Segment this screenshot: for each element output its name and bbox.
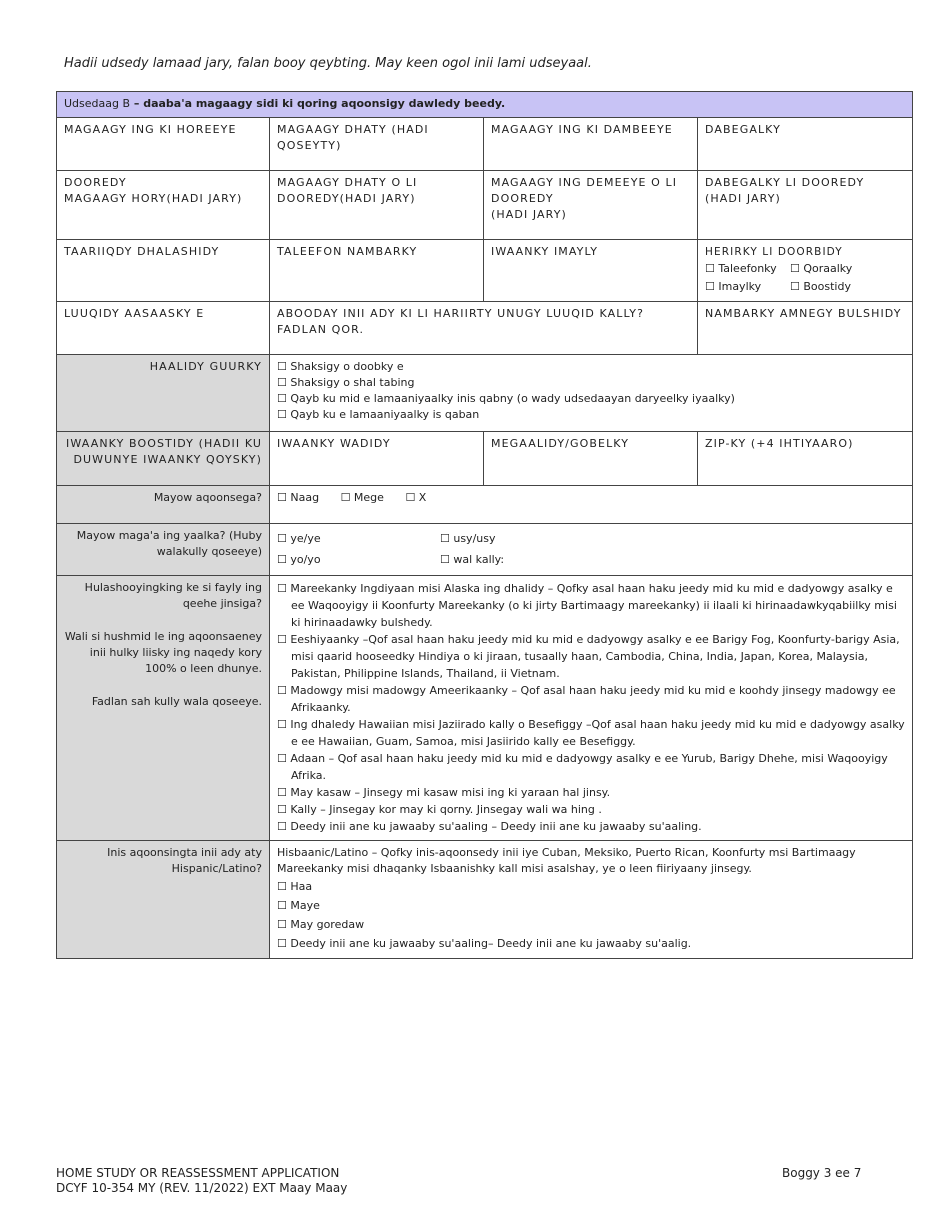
previous-suffix-field[interactable]: DABEGALKY LI DOOREDY (HADI JARY) — [698, 171, 913, 240]
gender-male-checkbox[interactable]: ☐ Mege — [340, 491, 384, 504]
hispanic-options — [270, 841, 913, 959]
section-title-prefix: Udsedaag B — [64, 97, 131, 110]
pronoun-they-checkbox[interactable]: ☐ usy/usy — [440, 532, 496, 545]
mailing-address-row — [57, 432, 913, 486]
pref-mail-checkbox[interactable]: ☐ Boostidy — [790, 280, 851, 293]
race-options — [270, 576, 913, 841]
pref-phone-checkbox[interactable]: ☐ Taleefonky — [705, 262, 777, 275]
section-title-rest: – daaba'a magaagy sidi ki qoring aqoonsigy dawledy beedy. — [130, 97, 506, 110]
gender-female-checkbox[interactable]: ☐ Naag — [277, 491, 320, 504]
hispanic-decline-checkbox[interactable]: ☐ Deedy inii ane ku jawaaby su'aaling– Deedy inii ane ku jawaaby su'aalig. — [277, 937, 692, 950]
pronoun-label: Mayow maga'a ing yaalka? (Huby walakully qoseeye) — [57, 524, 270, 576]
race-label: Hulashooyingking ke si fayly ing qeehe jinsiga? Wali si hushmid le ing aqoonsaeney inii hulky liisky ing naqedy kory 100% o leen dhunye. Fadlan sah kully wala qoseeye. — [57, 576, 270, 841]
previous-first-name-field[interactable]: DOOREDY MAGAAGY HORY(HADI JARY) — [57, 171, 270, 240]
race-black-checkbox[interactable]: ☐ Madowgy misi madowgy Ameerikaanky – Qof asal haan haku jeedy mid ku mid e koohdy jinsegy madowgy ee Afrikaanky. — [277, 684, 896, 714]
pref-email-checkbox[interactable]: ☐ Imaylky — [705, 280, 762, 293]
gender-options — [270, 486, 913, 524]
pronoun-row — [57, 524, 913, 576]
middle-name-field[interactable]: MAGAAGY DHATY (HADI QOSEYTY) — [270, 118, 484, 171]
name-row — [57, 118, 913, 171]
language-row — [57, 302, 913, 355]
last-name-field[interactable]: MAGAAGY ING KI DAMBEEYE — [484, 118, 698, 171]
street-address-field[interactable]: IWAANKY WADIDY — [270, 432, 484, 486]
hispanic-label: Inis aqoonsingta inii ady aty Hispanic/Latino? — [57, 841, 270, 959]
footer-form-number: DCYF 10-354 MY (REV. 11/2022) EXT Maay Maay — [56, 1181, 348, 1195]
race-decline-checkbox[interactable]: ☐ Deedy inii ane ku jawaaby su'aaling – Deedy inii ane ku jawaaby su'aaling. — [277, 820, 702, 833]
previous-last-name-field[interactable]: MAGAAGY ING DEMEEYE O LI DOOREDY (HADI JARY) — [484, 171, 698, 240]
primary-language-field[interactable]: LUUQIDY AASAASKY E — [57, 302, 270, 355]
hispanic-description: Hisbaanic/Latino – Qofky inis-aqoonsedy inii iye Cuban, Meksiko, Puerto Rican, Koonfurty msi Bartimaagy Mareekanky misi dhaqanky Isbaanishky kall misi asalshay, ye o leen fiiriyaany jinsegy. — [277, 846, 856, 875]
marital-status-label: HAALIDY GUURKY — [57, 355, 270, 432]
footer-form-title: HOME STUDY OR REASSESSMENT APPLICATION — [56, 1166, 340, 1180]
race-other-checkbox[interactable]: ☐ Kally – Jinsegay kor may ki qorny. Jinsegay wali wa hing . — [277, 803, 602, 816]
status-single-checkbox[interactable]: ☐ Shaksigy o doobky e — [277, 360, 404, 373]
status-partnered-checkbox[interactable]: ☐ Qayb ku e lamaaniyaalky is qaban — [277, 408, 480, 421]
hispanic-no-checkbox[interactable]: ☐ Maye — [277, 899, 320, 912]
city-state-field[interactable]: MEGAALIDY/GOBELKY — [484, 432, 698, 486]
hispanic-row — [57, 841, 913, 959]
previous-middle-name-field[interactable]: MAGAAGY DHATY O LI DOOREDY(HADI JARY) — [270, 171, 484, 240]
hispanic-yes-checkbox[interactable]: ☐ Haa — [277, 880, 313, 893]
race-pacific-islander-checkbox[interactable]: ☐ Ing dhaledy Hawaiian misi Jaziirado kally o Besefiggy –Qof asal haan haku jeedy mid ku mid e dadyowgy asalky e ee Hawaiian, Guam, Samoa, misi Jasiirido kally ee Besefiggy. — [277, 718, 905, 748]
suffix-field[interactable]: DABEGALKY — [698, 118, 913, 171]
preferred-contact-cell: HERIRKY LI DOORBIDY ☐ Taleefonky ☐ Qoraalky ☐ Imaylky ☐ Boostidy — [698, 240, 913, 302]
mailing-address-label: IWAANKY BOOSTIDY (HADII KU DUWUNYE IWAANKY QOYSKY) — [57, 432, 270, 486]
pronoun-she-checkbox[interactable]: ☐ ye/ye — [277, 532, 321, 545]
gender-x-checkbox[interactable]: ☐ X — [405, 491, 427, 504]
birth-date-field[interactable]: TAARIIQDY DHALASHIDY — [57, 240, 270, 302]
zip-field[interactable]: ZIP-KY (+4 IHTIYAARO) — [698, 432, 913, 486]
section-header — [57, 92, 913, 118]
page-number: Boggy 3 ee 7 — [782, 1166, 862, 1180]
pronoun-other-checkbox[interactable]: ☐ wal kally: — [440, 553, 505, 566]
race-white-checkbox[interactable]: ☐ Adaan – Qof asal haan haku jeedy mid ku mid e dadyowgy asalky e ee Yurub, Barigy Dhehe, misi Waqooyigy Afrika. — [277, 752, 888, 782]
status-married-checkbox[interactable]: ☐ Shaksigy o shal tabing — [277, 376, 415, 389]
contact-row — [57, 240, 913, 302]
phone-number-field[interactable]: TALEEFON NAMBARKY — [270, 240, 484, 302]
race-native-american-checkbox[interactable]: ☐ Mareekanky Ingdiyaan misi Alaska ing dhalidy – Qofky asal haan haku jeedy mid ku mid e dadyowgy asalky e ee Waqooyigy ii Koonfurty Mareekanky (o ki jirty Bartimaagy mareekanky) ii ilaali ki hirinaadawkyqabiilky misi ki hirinaadawky bulshedy. — [277, 582, 897, 629]
hispanic-unknown-checkbox[interactable]: ☐ May goredaw — [277, 918, 365, 931]
email-field[interactable]: IWAANKY IMAYLY — [484, 240, 698, 302]
pronoun-he-checkbox[interactable]: ☐ yo/yo — [277, 553, 321, 566]
status-partner-checkbox[interactable]: ☐ Qayb ku mid e lamaaniyaalky inis qabny (o wady udsedaayan daryeelky iyaalky) — [277, 392, 735, 405]
gender-row — [57, 486, 913, 524]
pronoun-options — [270, 524, 913, 576]
ssn-field[interactable]: NAMBARKY AMNEGY BULSHIDY — [698, 302, 913, 355]
marital-status-options — [270, 355, 913, 432]
footer-form-info — [56, 1166, 347, 1196]
first-name-field[interactable]: MAGAAGY ING KI HOREEYE — [57, 118, 270, 171]
race-multiracial-checkbox[interactable]: ☐ May kasaw – Jinsegy mi kasaw misi ing ki yaraan hal jinsy. — [277, 786, 611, 799]
race-row — [57, 576, 913, 841]
previous-name-row — [57, 171, 913, 240]
intro-instruction: Hadii udsedy lamaad jary, falan booy qeybting. May keen ogol inii lami udseyaal. — [64, 56, 592, 71]
interpreter-field[interactable]: ABOODAY INII ADY KI LI HARIIRTY UNUGY LUUQID KALLY? FADLAN QOR. — [270, 302, 698, 355]
gender-label: Mayow aqoonsega? — [57, 486, 270, 524]
marital-status-row — [57, 355, 913, 432]
pref-text-checkbox[interactable]: ☐ Qoraalky — [790, 262, 853, 275]
section-b-form — [56, 91, 913, 959]
race-asian-checkbox[interactable]: ☐ Eeshiyaanky –Qof asal haan haku jeedy mid ku mid e dadyowgy asalky e ee Barigy Fog, Koonfurty-barigy Asia, misi qaarid hooseedky Hindiya o ki jiraan, tusaally haan, Cambodia, China, India, Japan, Korea, Malaysia, Pakistan, Philippine Islands, Thailand, ii Vietnam. — [277, 633, 900, 680]
